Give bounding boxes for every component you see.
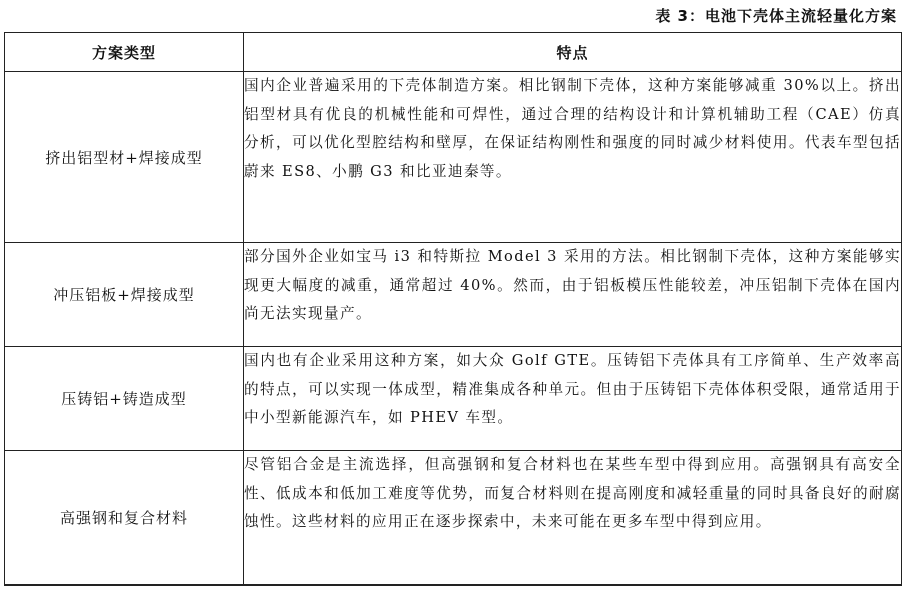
solution-type-cell: 压铸铝+铸造成型 — [5, 347, 244, 451]
solution-features-cell: 部分国外企业如宝马 i3 和特斯拉 Model 3 采用的方法。相比钢制下壳体，这种方案能够实现更大幅度的减重，通常超过 40%。然而，由于铝板模压性能较差，冲压铝制下壳体在国内尚无法实现量产。 — [244, 243, 902, 347]
table-row — [5, 243, 902, 347]
solution-type-cell: 挤出铝型材+焊接成型 — [5, 72, 244, 243]
solution-features-cell: 国内也有企业采用这种方案，如大众 Golf GTE。压铸铝下壳体具有工序简单、生产效率高的特点，可以实现一体成型，精准集成各种单元。但由于压铸铝下壳体体积受限，通常适用于中小型新能源汽车，如 PHEV 车型。 — [244, 347, 902, 451]
header-row — [5, 33, 902, 72]
table-row — [5, 72, 902, 243]
solution-features-cell: 国内企业普遍采用的下壳体制造方案。相比钢制下壳体，这种方案能够减重 30%以上。挤出铝型材具有优良的机械性能和可焊性，通过合理的结构设计和计算机辅助工程（CAE）仿真分析，可以优化型腔结构和壁厚，在保证结构刚性和强度的同时减少材料使用。代表车型包括蔚来 ES8、小鹏 G3 和比亚迪秦等。 — [244, 72, 902, 243]
column-header-type: 方案类型 — [5, 33, 244, 72]
table-row — [5, 451, 902, 585]
solution-features-cell: 尽管铝合金是主流选择，但高强钢和复合材料也在某些车型中得到应用。高强钢具有高安全性、低成本和低加工难度等优势，而复合材料则在提高刚度和减轻重量的同时具备良好的耐腐蚀性。这些材料的应用正在逐步探索中，未来可能在更多车型中得到应用。 — [244, 451, 902, 585]
lightweight-solutions-table — [4, 32, 902, 586]
solution-type-cell: 高强钢和复合材料 — [5, 451, 244, 585]
column-header-features: 特点 — [244, 33, 902, 72]
solution-type-cell: 冲压铝板+焊接成型 — [5, 243, 244, 347]
table-caption: 表 3：电池下壳体主流轻量化方案 — [655, 7, 897, 25]
table-row — [5, 347, 902, 451]
